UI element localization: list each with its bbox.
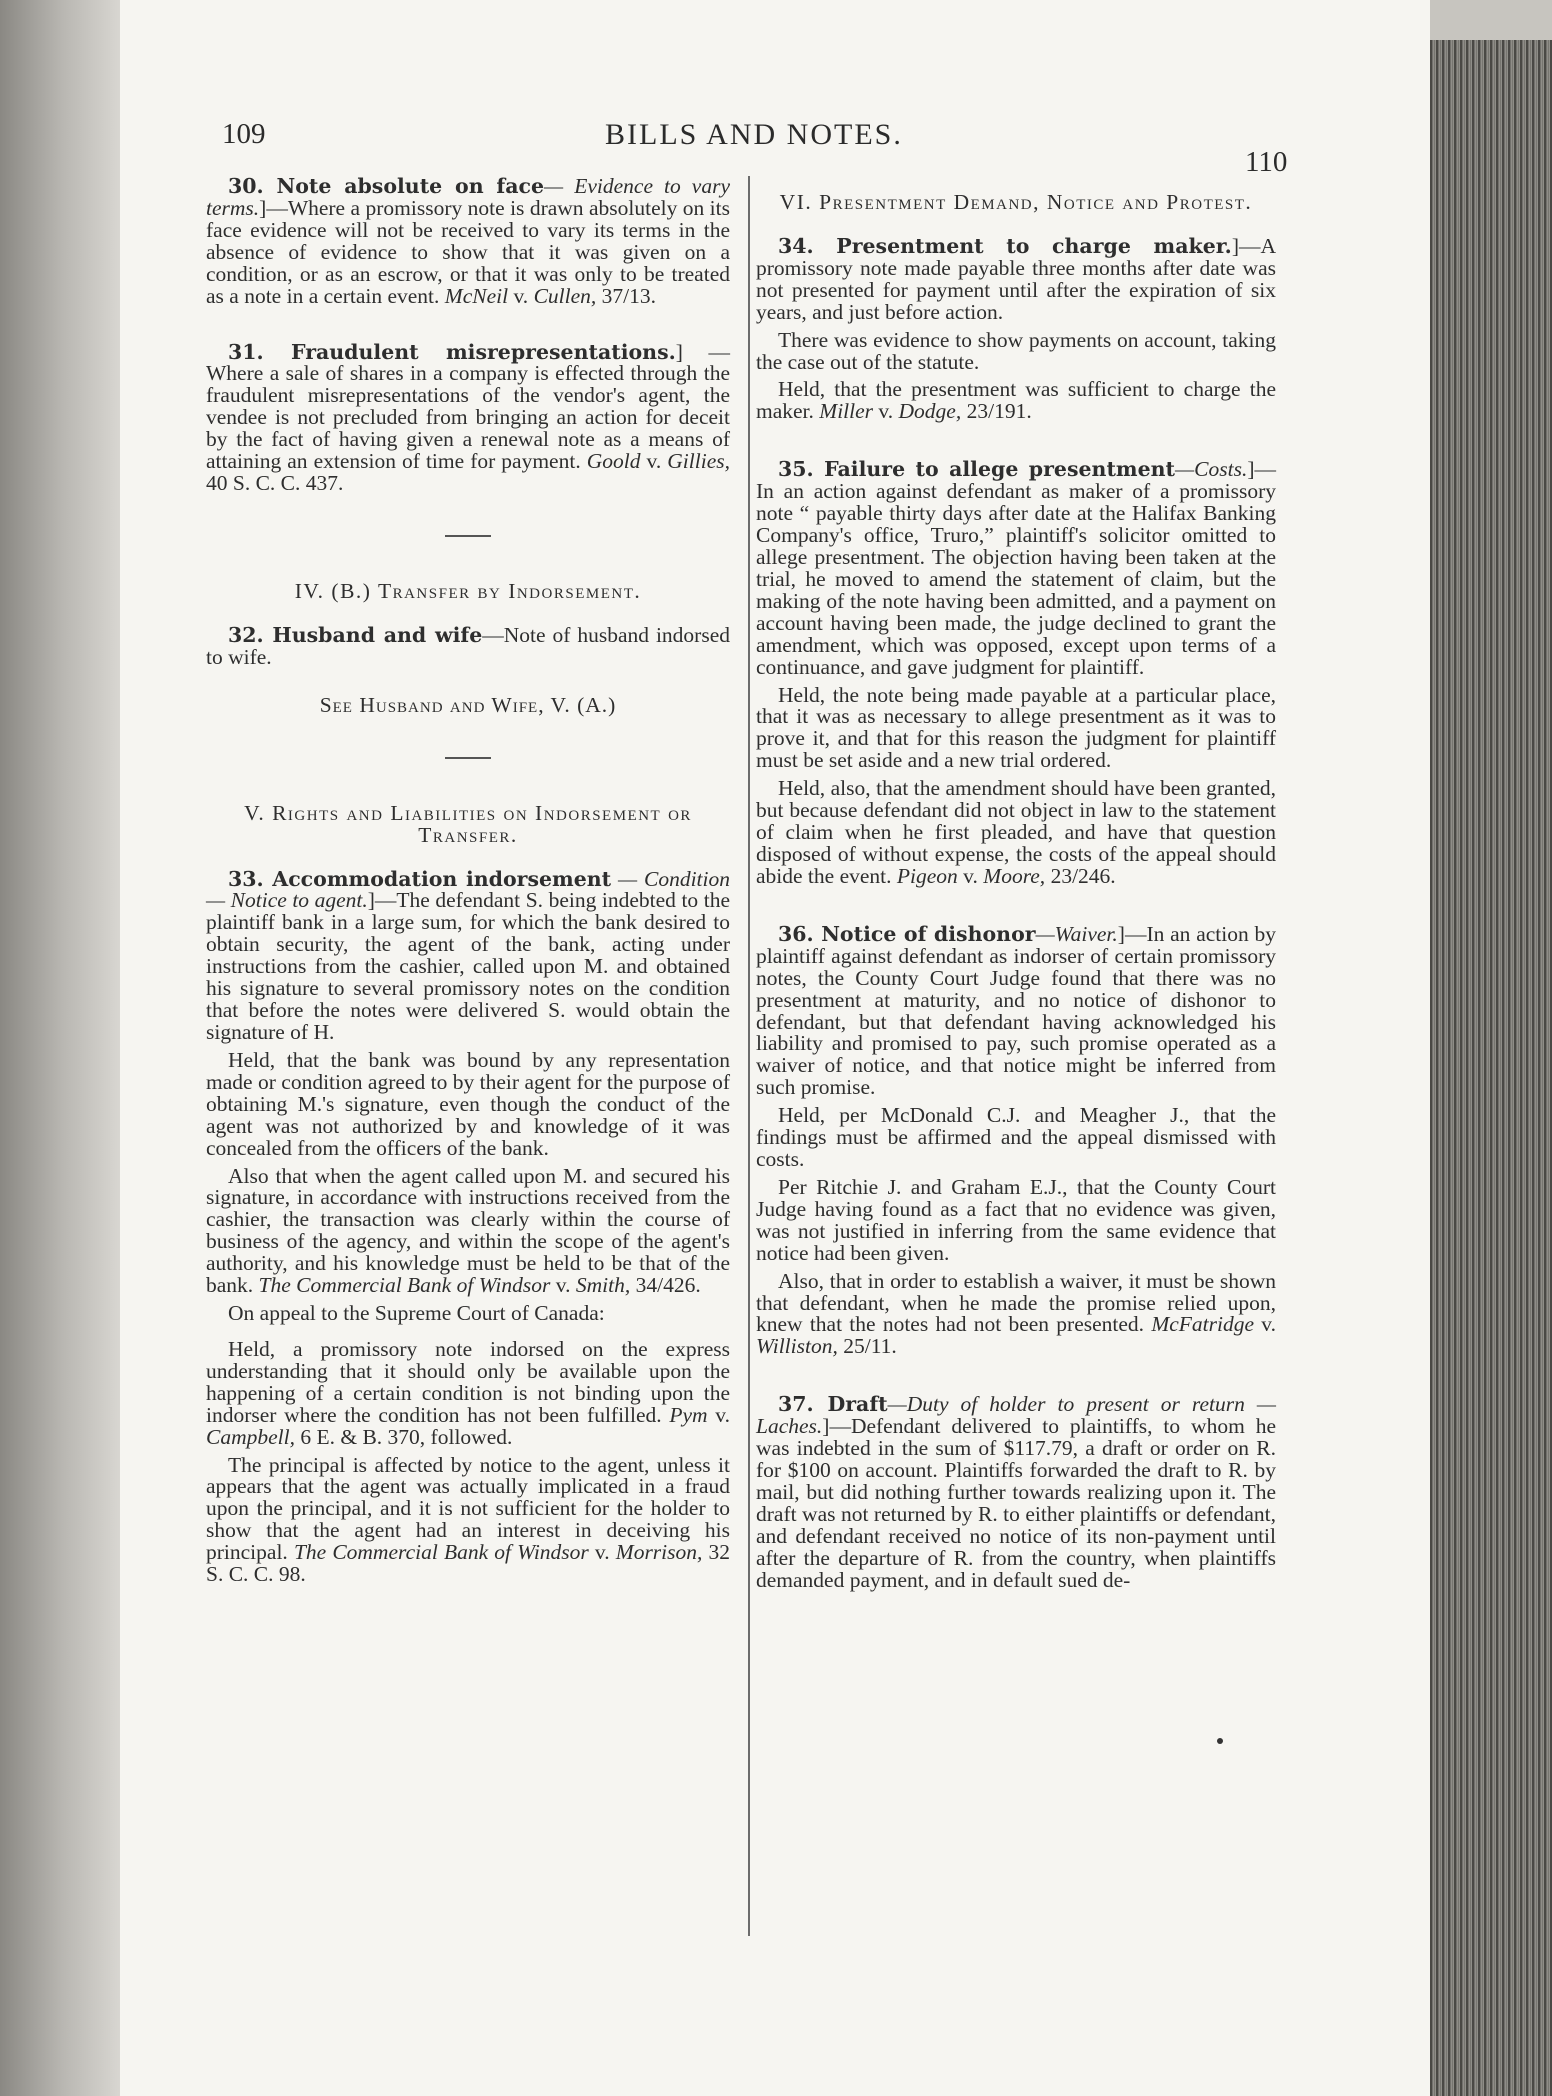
entry-33-paragraph-1	[206, 866, 730, 1044]
entry-30-body: ]—Where a promissory note is drawn absolutely on its face evidence will not be received to vary its terms in the absence of evidence to show that it was given on a condition, or as an escrow, or that it was only to be treated as a note in a certain event.	[206, 195, 730, 308]
entry-31-citation: 40 S. C. C. 437.	[206, 471, 344, 496]
entry-35-case: Pigeon	[896, 863, 958, 888]
left-column	[206, 176, 730, 1612]
entry-30-citation: 37/13.	[596, 283, 657, 308]
entry-35-citation: 23/246.	[1045, 863, 1116, 888]
entry-35-body-1: ]—In an action against defendant as maker of a promissory note “ payable thirty days after date at the Halifax Banking Company's office, Truro,” plaintiff's solicitor omitted to allege presentment. The objection having been taken at the trial, he moved to amend the statement of claim, but the making of the note having been admitted, and a payment on account having been made, the judge declined to grant the amendment, which was opposed, except upon terms of a continuance, and gave judgment for plaintiff.	[756, 457, 1276, 679]
entry-33-case-5: Pym	[669, 1402, 708, 1427]
section-rule	[445, 535, 491, 537]
right-page-number: 110	[1245, 146, 1288, 178]
entry-31-body: ] — Where a sale of shares in a company is effected through the fraudulent misrepresentations of the vendor's agent, the vendee is not precluded from bringing an action for deceit by the fact of having given a renewal note as a means of attaining an extension of time for payment.	[206, 339, 730, 474]
entry-34-citation: 23/191.	[961, 399, 1032, 424]
entry-31	[206, 339, 730, 496]
entry-30-subtitle: — Evidence to vary terms.	[206, 174, 730, 220]
entry-37-subtitle: —Duty of holder to present or return — Laches.	[756, 1392, 1276, 1439]
entry-36-subtitle: —Waiver.	[1035, 921, 1118, 946]
entry-30-case: McNeil	[444, 283, 509, 308]
entry-36-citation: 25/11.	[837, 1334, 897, 1359]
left-page-number: 109	[222, 118, 266, 150]
entry-32-title: 32. Husband and wife	[228, 622, 483, 647]
entry-33-case-6-v: v.	[588, 1540, 616, 1565]
section-heading-v: V. Rights and Liabilities on Indorsement or Transfer.	[244, 800, 692, 847]
entry-30-case-v: v.	[508, 283, 534, 308]
section-heading-iv-b: IV. (B.) Transfer by Indorsement.	[294, 578, 642, 603]
book-gutter	[0, 0, 140, 2096]
entry-36-title: 36. Notice of dishonor	[778, 921, 1036, 946]
entry-35-paragraph-3	[756, 778, 1276, 888]
entry-36-paragraph-4	[756, 1268, 1276, 1359]
entry-36-case-v: v.	[1254, 1312, 1276, 1337]
entry-33-case-6-party: Morrison,	[615, 1540, 703, 1565]
entry-35	[756, 459, 1276, 888]
entry-30-paragraph	[206, 176, 730, 308]
column-divider	[748, 176, 750, 1936]
entry-36-body-4: Also, that in order to establish a waiver, it must be shown that defendant, when he made the promise relied upon, knew that the notes had not been presented.	[756, 1268, 1276, 1337]
entry-33-body-1: ]—The defendant S. being indebted to the plaintiff bank in a large sum, for which the bank desired to obtain security, the agent of the bank, acting under instructions from the cashier, called upon M. and obtained his signature to several promissory notes on the condition that before the notes were delivered S. would obtain the signature of H.	[206, 888, 730, 1044]
entry-31-case-party: Gillies,	[667, 449, 730, 474]
entry-32	[206, 622, 730, 669]
entry-35-paragraph-2: Held, the note being made payable at a particular place, that it was as necessary to allege presentment as it was to prove it, and that for this reason the judgment for plaintiff must be set aside and a new trial ordered.	[756, 682, 1276, 773]
entry-32-body: —Note of husband indorsed to wife.	[206, 622, 730, 669]
entry-34-case-party: Dodge,	[898, 399, 962, 424]
entry-34-body-1: ]—A promissory note made payable three months after date was not presented for payment until after the expiration of six years, and just before action.	[756, 233, 1276, 324]
page-edge-stack	[1430, 40, 1552, 2096]
entry-33-body-6: The principal is affected by notice to the agent, unless it appears that the agent was actually implicated in a fraud upon the principal, and it is not sufficient for the holder to show that the agent had an interest in deceiving his principal.	[206, 1452, 730, 1565]
entry-36	[756, 921, 1276, 1359]
entry-34-paragraph-1	[756, 233, 1276, 324]
entry-33-case-3: The Commercial Bank of Windsor	[258, 1273, 551, 1298]
entry-33-paragraph-2: Held, that the bank was bound by any representation made or condition agreed to by their agent for the purpose of obtaining M.'s signature, even though the conduct of the agent was not authorized by and knowledge of it was concealed from the officers of the bank.	[206, 1047, 730, 1160]
entry-33-title: 33. Accommodation indorsement	[228, 866, 612, 891]
entry-35-body-3: Held, also, that the amendment should have been granted, but because defendant did not object in law to the statement of claim when he first pleaded, and have that question disposed of without expense, the costs of the appeal should abide the event.	[756, 776, 1276, 888]
entry-33	[206, 866, 731, 1587]
entry-33-body-3: Also that when the agent called upon M. and secured his signature, in accordance with instructions received from the cashier, the transaction was clearly within the course of business of the agency, and within the scope of the agent's authority, and his knowledge must be held to be that of the bank.	[206, 1163, 730, 1298]
entry-33-citation-3: 34/426.	[630, 1273, 701, 1298]
entry-31-paragraph	[206, 339, 730, 496]
entry-34	[756, 233, 1276, 424]
cross-reference: See Husband and Wife, V. (A.)	[319, 692, 617, 717]
entry-36-case: McFatridge	[1151, 1312, 1255, 1337]
entry-30-case-party: Cullen,	[533, 283, 597, 308]
entry-30-title: 30. Note absolute on face	[228, 174, 545, 198]
entry-33-paragraph-4: On appeal to the Supreme Court of Canada:	[228, 1301, 605, 1326]
entry-37-paragraph-1	[756, 1394, 1276, 1591]
entry-36-paragraph-1	[756, 921, 1276, 1100]
entry-33-paragraph-3	[206, 1163, 730, 1298]
entry-33-case-3-party: Smith,	[575, 1273, 631, 1298]
entry-33-case-5-party: Campbell,	[206, 1424, 295, 1449]
entry-34-case: Miller	[819, 399, 874, 424]
entry-37-title: 37. Draft	[778, 1392, 888, 1417]
entry-33-paragraph-5	[206, 1336, 731, 1449]
entry-32-paragraph	[206, 622, 730, 669]
entry-34-case-v: v.	[873, 399, 899, 424]
entry-34-title: 34. Presentment to charge maker.	[778, 233, 1232, 258]
entry-33-paragraph-6	[206, 1452, 731, 1587]
entry-33-case-5-v: v.	[707, 1402, 731, 1427]
entry-33-body-5: Held, a promissory note indorsed on the express understanding that it should only be available upon the happening of a certain condition is not binding upon the indorser where the condition has not been fulfilled.	[206, 1336, 730, 1427]
entry-34-paragraph-2: There was evidence to show payments on account, taking the case out of the statute.	[756, 327, 1276, 374]
entry-35-title: 35. Failure to allege presentment	[778, 457, 1176, 482]
entry-33-subtitle: — Condition — Notice to agent.	[206, 866, 730, 913]
entry-34-body-3: Held, that the presentment was sufficient to charge the maker.	[756, 377, 1276, 424]
entry-31-case: Goold	[586, 449, 641, 474]
entry-33-citation-6: 32 S. C. C. 98.	[206, 1540, 731, 1587]
entry-36-paragraph-2: Held, per McDonald C.J. and Meagher J., that the findings must be affirmed and the appeal dismissed with costs.	[756, 1103, 1276, 1172]
entry-35-subtitle: —Costs.	[1175, 457, 1248, 482]
entry-35-case-v: v.	[957, 863, 984, 888]
entry-37	[756, 1394, 1276, 1591]
entry-31-case-v: v.	[640, 449, 668, 474]
entry-35-case-party: Moore,	[983, 863, 1046, 888]
entry-37-body-1: ]—Defendant delivered to plaintiffs, to whom he was indebted in the sum of $117.79, a draft or order on R. for $100 on account. Plaintiffs forwarded the draft to R. by mail, but did nothing further towards realizing upon it. The draft was not returned by R. to either plaintiffs or defendant, and defendant received no notice of its non-payment until after the departure of R. from the country, when plaintiffs demanded payment, and in default sued de-	[756, 1414, 1276, 1592]
entry-36-paragraph-3: Per Ritchie J. and Graham E.J., that the County Court Judge having found as a fact that no evidence was given, was not justified in inferring from the same evidence that notice had been given.	[756, 1174, 1276, 1265]
running-title: BILLS AND NOTES.	[605, 118, 903, 151]
entry-34-paragraph-3	[756, 379, 1276, 423]
entry-36-body-1: ]—In an action by plaintiff against defendant as indorser of certain promissory notes, the County Court Judge found that there was no presentment at maturity, and no notice of dishonor to defendant, but that defendant having acknowledged his liability and promised to pay, such promise operated as a waiver of notice, and that notice might be inferred from such promise.	[756, 921, 1276, 1100]
entry-33-case-3-v: v.	[550, 1273, 576, 1298]
page-edge-top	[1430, 0, 1552, 40]
entry-30	[206, 176, 730, 308]
entry-36-case-party: Williston,	[756, 1334, 838, 1359]
entry-33-citation-5: 6 E. & B. 370, followed.	[294, 1424, 513, 1449]
section-heading-vi: VI. Presentment Demand, Notice and Protest.	[779, 190, 1253, 214]
section-rule	[445, 757, 491, 759]
right-column	[756, 192, 1276, 1618]
entry-31-title: 31. Fraudulent misrepresentations.	[228, 339, 676, 364]
entry-35-paragraph-1	[756, 459, 1276, 678]
page-mark	[1217, 1738, 1223, 1744]
entry-33-case-6: The Commercial Bank of Windsor	[293, 1540, 589, 1565]
